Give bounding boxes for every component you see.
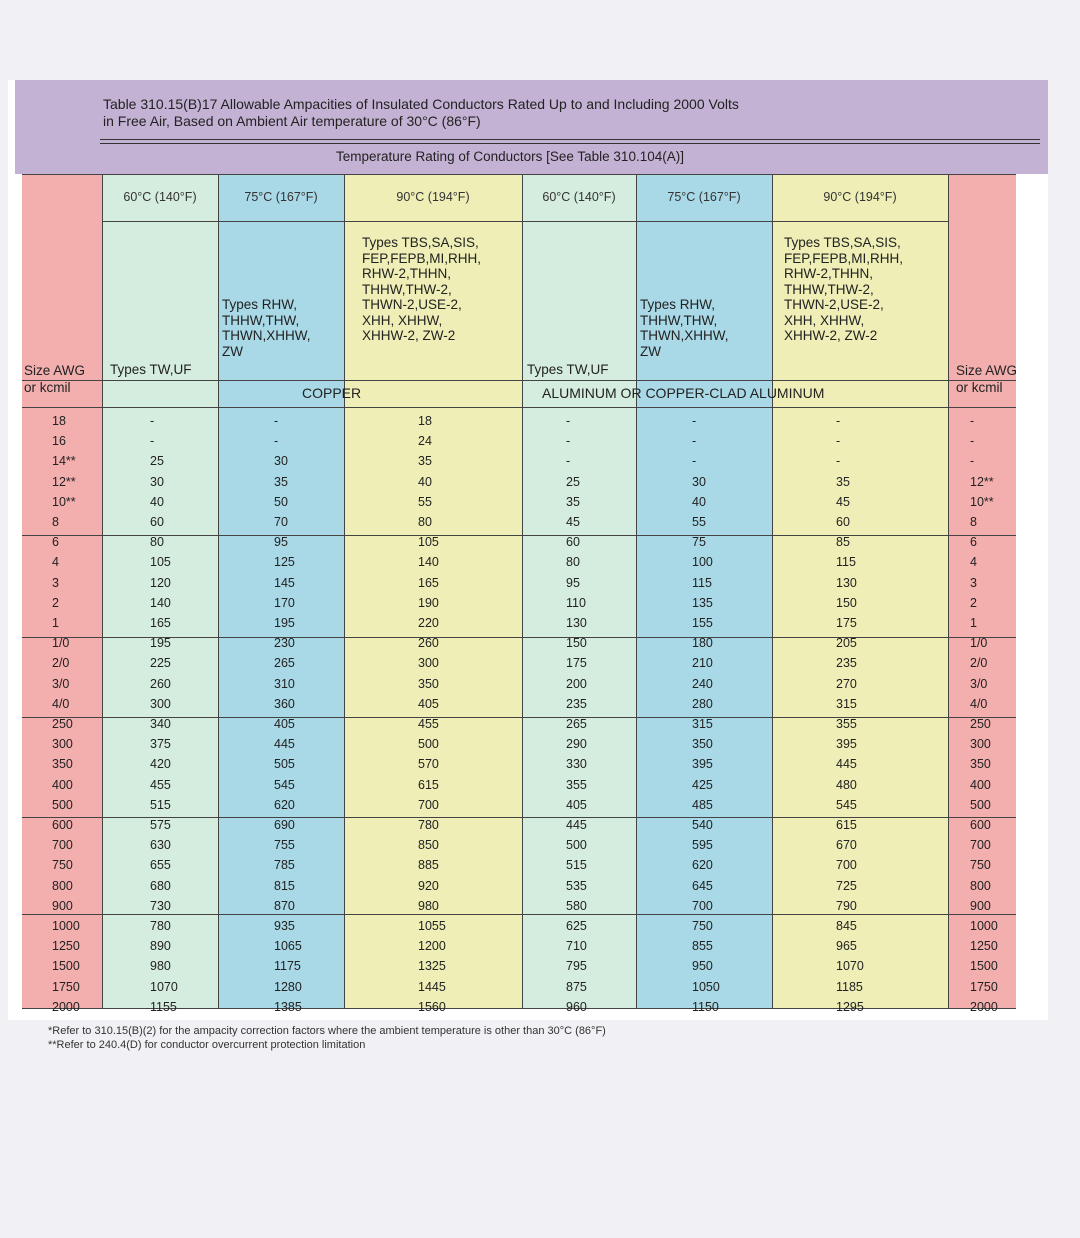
table-cell: 885 xyxy=(418,858,439,873)
table-cell: 16 xyxy=(52,434,66,449)
table-cell: 25 xyxy=(566,474,580,489)
table-cell: 2/0 xyxy=(970,656,988,671)
table-cell: 4/0 xyxy=(52,696,70,711)
table-cell: 1150 xyxy=(692,999,719,1014)
table-cell: 620 xyxy=(274,797,295,812)
types-aluminum-75c: Types RHW, THHW,THW, THWN,XHHW, ZW xyxy=(640,297,729,359)
table-cell: 1325 xyxy=(418,959,446,974)
table-cell: 855 xyxy=(692,939,713,954)
header-copper-90c: 90°C (194°F) xyxy=(396,190,470,204)
table-cell: 1560 xyxy=(418,999,446,1014)
table-cell: 2 xyxy=(970,595,977,610)
table-cell: 1000 xyxy=(970,919,998,933)
table-cell: 130 xyxy=(836,575,857,590)
table-cell: 4 xyxy=(970,555,977,570)
table-cell: 24 xyxy=(418,434,432,449)
table-cell: - xyxy=(566,434,571,449)
table-cell: 1445 xyxy=(418,979,446,994)
table-cell: 750 xyxy=(692,919,713,933)
table-cell: 1000 xyxy=(52,919,80,933)
table-cell: 350 xyxy=(418,676,439,691)
table-cell: 500 xyxy=(566,838,587,853)
header-copper-75c: 75°C (167°F) xyxy=(244,190,318,204)
table-cell: 35 xyxy=(566,494,580,509)
table-cell: 965 xyxy=(836,939,857,954)
grid-line xyxy=(22,717,1016,718)
table-cell: 45 xyxy=(836,494,850,509)
table-cell: 1250 xyxy=(970,939,998,954)
table-cell: 630 xyxy=(150,838,171,853)
table-cell: 12** xyxy=(52,474,76,489)
table-cell: 40 xyxy=(692,494,706,509)
table-cell: 900 xyxy=(970,898,991,913)
table-cell: - xyxy=(692,434,697,449)
grid-line xyxy=(522,174,523,1008)
aluminum-label: ALUMINUM OR COPPER-CLAD ALUMINUM xyxy=(542,385,825,401)
header-copper-60c: 60°C (140°F) xyxy=(123,190,197,204)
table-cell: 700 xyxy=(970,838,991,853)
table-cell: 900 xyxy=(52,898,73,913)
table-cell: 500 xyxy=(418,737,439,752)
table-cell: 445 xyxy=(836,757,857,772)
table-cell: 400 xyxy=(52,777,73,792)
table-cell: 960 xyxy=(566,999,587,1014)
table-cell: 780 xyxy=(150,919,171,933)
table-cell: 350 xyxy=(970,757,991,772)
table-cell: 420 xyxy=(150,757,171,772)
table-cell: 240 xyxy=(692,676,713,691)
title-rule-double xyxy=(100,143,1040,144)
footnote-1: *Refer to 310.15(B)(2) for the ampacity correction factors where the ambient temperature is other than 30°C (86°F) xyxy=(48,1025,606,1037)
table-cell: 1070 xyxy=(836,959,864,974)
table-cell: 355 xyxy=(836,717,857,731)
table-cell: 175 xyxy=(836,616,857,630)
table-cell: 300 xyxy=(970,737,991,752)
table-cell: 405 xyxy=(418,696,439,711)
table-cell: 780 xyxy=(418,818,439,832)
table-cell: 8 xyxy=(970,515,977,529)
table-cell: 115 xyxy=(692,575,712,590)
table-cell: 680 xyxy=(150,878,171,893)
grid-line xyxy=(636,174,637,1008)
table-cell: 60 xyxy=(836,515,850,529)
table-cell: 425 xyxy=(692,777,713,792)
table-cell: 1055 xyxy=(418,919,446,933)
grid-line xyxy=(22,380,1016,381)
grid-line xyxy=(22,407,1016,408)
table-cell: 795 xyxy=(566,959,587,974)
table-cell: 920 xyxy=(418,878,439,893)
table-cell: 150 xyxy=(836,595,857,610)
table-cell: - xyxy=(566,414,571,428)
table-cell: 210 xyxy=(692,656,713,671)
table-cell: 250 xyxy=(970,717,991,731)
table-cell: - xyxy=(274,414,279,428)
table-cell: 455 xyxy=(418,717,439,731)
size-label-left: Size AWG or kcmil xyxy=(24,363,86,395)
table-cell: 375 xyxy=(150,737,171,752)
table-cell: 200 xyxy=(566,676,587,691)
table-cell: 790 xyxy=(836,898,857,913)
table-cell: 355 xyxy=(566,777,587,792)
table-cell: 3 xyxy=(52,575,59,590)
table-cell: - xyxy=(970,414,975,428)
table-cell: 300 xyxy=(418,656,439,671)
table-cell: 260 xyxy=(150,676,171,691)
table-cell: 485 xyxy=(692,797,713,812)
table-cell: 4/0 xyxy=(970,696,988,711)
table-cell: 315 xyxy=(836,696,857,711)
table-cell: 800 xyxy=(52,878,73,893)
header-aluminum-90c: 90°C (194°F) xyxy=(823,190,897,204)
table-cell: 750 xyxy=(52,858,73,873)
table-cell: 540 xyxy=(692,818,713,832)
table-cell: 140 xyxy=(150,595,171,610)
table-cell: 645 xyxy=(692,878,713,893)
table-cell: 350 xyxy=(692,737,713,752)
table-cell: 575 xyxy=(150,818,171,832)
table-cell: 350 xyxy=(52,757,73,772)
table-cell: 625 xyxy=(566,919,587,933)
table-cell: 235 xyxy=(566,696,587,711)
table-cell: 595 xyxy=(692,838,713,853)
table-cell: 1065 xyxy=(274,939,302,954)
table-cell: 1295 xyxy=(836,999,864,1014)
table-cell: 1 xyxy=(970,616,977,630)
table-cell: 600 xyxy=(970,818,991,832)
table-cell: 8 xyxy=(52,515,59,529)
table-cell: 190 xyxy=(418,595,439,610)
table-cell: 620 xyxy=(692,858,713,873)
types-aluminum-90c: Types TBS,SA,SIS, FEP,FEPB,MI,RHH, RHW-2,THHN, THHW,THW-2, THWN-2,USE-2, XHH, XHHW, XHHW-2, ZW-2 xyxy=(784,235,904,343)
table-cell: 725 xyxy=(836,878,857,893)
table-cell: 935 xyxy=(274,919,295,933)
table-title-line2: in Free Air, Based on Ambient Air temperature of 30°C (86°F) xyxy=(103,113,481,129)
table-cell: 270 xyxy=(836,676,857,691)
header-aluminum-60c: 60°C (140°F) xyxy=(542,190,616,204)
table-cell: 195 xyxy=(150,636,171,651)
table-cell: 3 xyxy=(970,575,977,590)
table-cell: 1070 xyxy=(150,979,178,994)
table-cell: 580 xyxy=(566,898,587,913)
table-cell: 1155 xyxy=(150,999,177,1014)
table-cell: 150 xyxy=(566,636,587,651)
types-copper-90c: Types TBS,SA,SIS, FEP,FEPB,MI,RHH, RHW-2,THHN, THHW,THW-2, THWN-2,USE-2, XHH, XHHW, XHHW-2, ZW-2 xyxy=(362,235,482,343)
table-cell: 18 xyxy=(52,414,66,428)
table-cell: 4 xyxy=(52,555,59,570)
table-cell: 115 xyxy=(836,555,856,570)
types-aluminum-60c: Types TW,UF xyxy=(527,362,609,377)
table-cell: 35 xyxy=(418,454,432,469)
table-cell: 500 xyxy=(970,797,991,812)
table-cell: 1250 xyxy=(52,939,80,954)
table-cell: 1 xyxy=(52,616,59,630)
table-cell: 545 xyxy=(274,777,295,792)
table-cell: 500 xyxy=(52,797,73,812)
table-cell: 395 xyxy=(836,737,857,752)
table-cell: 80 xyxy=(418,515,432,529)
table-cell: 40 xyxy=(418,474,432,489)
types-copper-60c: Types TW,UF xyxy=(110,362,192,377)
grid-line xyxy=(102,221,948,222)
table-cell: 35 xyxy=(274,474,288,489)
table-cell: - xyxy=(970,454,975,469)
table-cell: 300 xyxy=(52,737,73,752)
table-cell: 250 xyxy=(52,717,73,731)
table-cell: 290 xyxy=(566,737,587,752)
table-cell: 100 xyxy=(692,555,713,570)
table-cell: 515 xyxy=(566,858,587,873)
table-cell: 1750 xyxy=(52,979,80,994)
table-cell: 35 xyxy=(836,474,850,489)
table-cell: 455 xyxy=(150,777,171,792)
table-cell: 950 xyxy=(692,959,713,974)
table-cell: 785 xyxy=(274,858,295,873)
types-copper-75c: Types RHW, THHW,THW, THWN,XHHW, ZW xyxy=(222,297,311,359)
table-cell: 120 xyxy=(150,575,171,590)
table-cell: 750 xyxy=(970,858,991,873)
table-cell: 875 xyxy=(566,979,587,994)
table-cell: 280 xyxy=(692,696,713,711)
table-cell: 700 xyxy=(692,898,713,913)
table-cell: 615 xyxy=(418,777,439,792)
table-cell: 515 xyxy=(150,797,171,812)
table-cell: - xyxy=(692,454,697,469)
table-cell: 615 xyxy=(836,818,857,832)
table-cell: 445 xyxy=(274,737,295,752)
table-cell: 30 xyxy=(150,474,164,489)
table-title-line1: Table 310.15(B)17 Allowable Ampacities of Insulated Conductors Rated Up to and Including 2000 Volts xyxy=(103,96,739,112)
table-cell: - xyxy=(274,434,279,449)
table-cell: 690 xyxy=(274,818,295,832)
footnotes xyxy=(48,1024,606,1052)
table-cell: 405 xyxy=(566,797,587,812)
table-cell: 140 xyxy=(418,555,439,570)
table-cell: 1280 xyxy=(274,979,302,994)
table-cell: 265 xyxy=(274,656,295,671)
table-cell: 545 xyxy=(836,797,857,812)
table-cell: 130 xyxy=(566,616,587,630)
table-cell: 340 xyxy=(150,717,171,731)
table-cell: 360 xyxy=(274,696,295,711)
table-cell: 700 xyxy=(836,858,857,873)
table-cell: 225 xyxy=(150,656,171,671)
table-cell: 6 xyxy=(52,535,59,550)
table-cell: 800 xyxy=(970,878,991,893)
table-cell: 1/0 xyxy=(970,636,988,651)
table-cell: 330 xyxy=(566,757,587,772)
table-cell: 3/0 xyxy=(52,676,70,691)
table-cell: 25 xyxy=(150,454,164,469)
table-cell: 55 xyxy=(418,494,432,509)
table-cell: 60 xyxy=(150,515,164,529)
table-cell: 1750 xyxy=(970,979,998,994)
table-cell: 80 xyxy=(150,535,164,550)
table-cell: 260 xyxy=(418,636,439,651)
table-cell: 445 xyxy=(566,818,587,832)
table-cell: 80 xyxy=(566,555,580,570)
table-cell: 30 xyxy=(274,454,288,469)
table-cell: 40 xyxy=(150,494,164,509)
table-cell: 75 xyxy=(692,535,706,550)
table-cell: 235 xyxy=(836,656,857,671)
grid-line xyxy=(772,174,773,1008)
table-cell: 300 xyxy=(150,696,171,711)
table-cell: - xyxy=(150,434,155,449)
table-cell: - xyxy=(150,414,155,428)
table-cell: 535 xyxy=(566,878,587,893)
grid-line xyxy=(22,817,1016,818)
table-cell: - xyxy=(970,434,975,449)
table-cell: 405 xyxy=(274,717,295,731)
table-cell: 220 xyxy=(418,616,439,630)
table-cell: 2/0 xyxy=(52,656,70,671)
table-cell: 6 xyxy=(970,535,977,550)
table-cell: 125 xyxy=(274,555,295,570)
table-cell: 265 xyxy=(566,717,587,731)
table-cell: 95 xyxy=(274,535,288,550)
table-cell: 165 xyxy=(418,575,439,590)
table-cell: 655 xyxy=(150,858,171,873)
header-aluminum-75c: 75°C (167°F) xyxy=(667,190,741,204)
table-cell: - xyxy=(836,434,841,449)
table-cell: 50 xyxy=(274,494,288,509)
table-cell: 710 xyxy=(566,939,587,954)
table-title xyxy=(103,96,863,130)
table-cell: 700 xyxy=(52,838,73,853)
table-cell: 730 xyxy=(150,898,171,913)
table-cell: 145 xyxy=(274,575,295,590)
table-cell: 105 xyxy=(150,555,171,570)
grid-line xyxy=(22,174,1016,175)
table-cell: 600 xyxy=(52,818,73,832)
table-cell: 60 xyxy=(566,535,580,550)
grid-line xyxy=(344,174,345,1008)
table-cell: 12** xyxy=(970,474,994,489)
table-cell: 1200 xyxy=(418,939,446,954)
table-cell: - xyxy=(692,414,697,428)
table-cell: 1185 xyxy=(836,979,863,994)
grid-line xyxy=(948,174,949,1008)
table-cell: 205 xyxy=(836,636,857,651)
table-cell: 1050 xyxy=(692,979,720,994)
table-cell: 850 xyxy=(418,838,439,853)
size-label-right: Size AWG or kcmil xyxy=(956,363,1018,395)
table-cell: 400 xyxy=(970,777,991,792)
table-cell: 890 xyxy=(150,939,171,954)
table-cell: 670 xyxy=(836,838,857,853)
table-cell: - xyxy=(566,454,571,469)
footnote-2: **Refer to 240.4(D) for conductor overcurrent protection limitation xyxy=(48,1039,366,1051)
table-cell: 980 xyxy=(418,898,439,913)
table-cell: 570 xyxy=(418,757,439,772)
table-cell: 2000 xyxy=(970,999,998,1014)
table-cell: 18 xyxy=(418,414,432,428)
table-cell: 155 xyxy=(692,616,713,630)
table-cell: 170 xyxy=(274,595,295,610)
grid-line xyxy=(218,174,219,1008)
table-cell: 700 xyxy=(418,797,439,812)
table-cell: 110 xyxy=(566,595,586,610)
table-cell: 2 xyxy=(52,595,59,610)
table-cell: 180 xyxy=(692,636,713,651)
grid-line xyxy=(102,174,103,1008)
table-cell: 395 xyxy=(692,757,713,772)
table-cell: 315 xyxy=(692,717,713,731)
table-cell: 175 xyxy=(566,656,587,671)
grid-line xyxy=(22,535,1016,536)
table-cell: 105 xyxy=(418,535,439,550)
table-cell: 1500 xyxy=(970,959,998,974)
table-cell: 10** xyxy=(52,494,76,509)
table-cell: 505 xyxy=(274,757,295,772)
table-cell: 165 xyxy=(150,616,171,630)
table-cell: 230 xyxy=(274,636,295,651)
table-cell: - xyxy=(836,414,841,428)
table-cell: 30 xyxy=(692,474,706,489)
table-cell: 95 xyxy=(566,575,580,590)
table-cell: 55 xyxy=(692,515,706,529)
table-cell: 480 xyxy=(836,777,857,792)
table-cell: 85 xyxy=(836,535,850,550)
table-cell: 2000 xyxy=(52,999,80,1014)
table-cell: 195 xyxy=(274,616,295,630)
grid-line xyxy=(22,637,1016,638)
copper-label: COPPER xyxy=(302,385,362,401)
table-cell: - xyxy=(836,454,841,469)
table-cell: 755 xyxy=(274,838,295,853)
table-cell: 980 xyxy=(150,959,171,974)
table-cell: 3/0 xyxy=(970,676,988,691)
table-cell: 815 xyxy=(274,878,295,893)
table-cell: 14** xyxy=(52,454,76,469)
temperature-caption: Temperature Rating of Conductors [See Table 310.104(A)] xyxy=(336,149,684,164)
table-cell: 135 xyxy=(692,595,713,610)
title-rule xyxy=(100,139,1040,140)
table-cell: 1/0 xyxy=(52,636,70,651)
table-cell: 870 xyxy=(274,898,295,913)
table-cell: 1385 xyxy=(274,999,302,1014)
table-cell: 10** xyxy=(970,494,994,509)
table-cell: 1500 xyxy=(52,959,80,974)
table-cell: 310 xyxy=(274,676,295,691)
table-cell: 845 xyxy=(836,919,857,933)
table-cell: 70 xyxy=(274,515,288,529)
table-cell: 45 xyxy=(566,515,580,529)
grid-line xyxy=(22,914,1016,915)
table-cell: 1175 xyxy=(274,959,301,974)
